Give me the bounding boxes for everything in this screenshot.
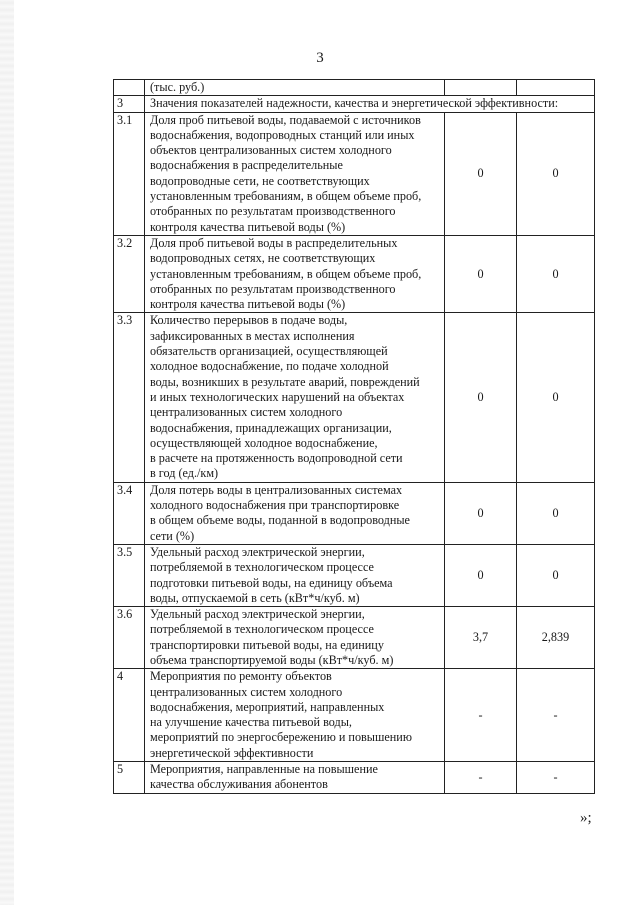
value-cell-year-2: 0 bbox=[517, 313, 595, 482]
indicator-text-line: холодное водоснабжение, по подаче холодной bbox=[150, 359, 389, 374]
indicator-text-line: Доля проб питьевой воды, подаваемой с источников bbox=[150, 112, 421, 127]
indicator-text-line: контроля качества питьевой воды (%) bbox=[150, 297, 346, 312]
row-number-cell: 5 bbox=[114, 762, 145, 794]
indicator-text-line: водоснабжения, принадлежащих организации, bbox=[150, 420, 392, 435]
table-row bbox=[114, 669, 595, 762]
indicator-text-line: обязательств организацией, осуществляющей bbox=[150, 344, 388, 359]
indicator-text-line: качества обслуживания абонентов bbox=[150, 777, 328, 792]
table-row bbox=[114, 544, 595, 606]
table-row bbox=[114, 112, 595, 235]
indicator-text-line: зафиксированных в местах исполнения bbox=[150, 328, 355, 343]
row-number-cell: 3 bbox=[114, 96, 145, 112]
value-cell-year-2: 0 bbox=[517, 482, 595, 544]
value-cell-year-2: 0 bbox=[517, 235, 595, 312]
page-number: 3 bbox=[316, 50, 324, 66]
indicator-text-line: водопроводных сетях, не соответствующих bbox=[150, 251, 376, 266]
indicator-text-line: потребляемой в технологическом процессе bbox=[150, 560, 374, 575]
indicator-text-line: в год (ед./км) bbox=[150, 466, 219, 481]
indicator-text-line: сети (%) bbox=[150, 528, 195, 543]
value-cell-year-2: 2,839 bbox=[517, 607, 595, 669]
indicator-text-line: транспортировки питьевой воды, на единицу bbox=[150, 637, 384, 652]
indicator-text-line: централизованных систем холодного bbox=[150, 684, 343, 699]
indicator-text-line: на улучшение качества питьевой воды, bbox=[150, 715, 352, 730]
table-row bbox=[114, 235, 595, 312]
indicators-table bbox=[113, 79, 595, 794]
table-row bbox=[114, 482, 595, 544]
indicator-text-line: установленным требованиям, в общем объеме проб, bbox=[150, 189, 422, 204]
row-number-cell: 3.3 bbox=[114, 313, 145, 482]
indicator-text-line: и иных технологических нарушений на объектах bbox=[150, 389, 405, 404]
value-cell-year-2: 0 bbox=[517, 112, 595, 235]
indicator-name-cell bbox=[145, 80, 445, 96]
indicator-text-line: в расчете на протяженность водопроводной сети bbox=[150, 451, 403, 466]
value-cell-year-1: - bbox=[445, 762, 517, 794]
indicator-text-line: Количество перерывов в подаче воды, bbox=[150, 313, 348, 328]
indicator-text-line: воды, отпускаемой в сеть (кВт*ч/куб. м) bbox=[150, 590, 360, 605]
table-row bbox=[114, 313, 595, 482]
indicator-name-cell bbox=[145, 607, 445, 669]
value-cell-year-2 bbox=[517, 80, 595, 96]
indicators-table-body bbox=[114, 80, 595, 794]
indicator-text-line: осуществляющей холодное водоснабжение, bbox=[150, 435, 378, 450]
indicator-text-line: контроля качества питьевой воды (%) bbox=[150, 219, 346, 234]
value-cell-year-1 bbox=[445, 80, 517, 96]
indicator-text-line: Мероприятия по ремонту объектов bbox=[150, 669, 332, 684]
indicator-name-cell bbox=[145, 96, 595, 112]
indicator-text-line: водоснабжения, водопроводных станций или иных bbox=[150, 127, 415, 142]
indicator-text-line: водоснабжения, мероприятий, направленных bbox=[150, 699, 385, 714]
indicator-text-line: водоснабжения в распределительные bbox=[150, 158, 343, 173]
table-row bbox=[114, 96, 595, 112]
row-number-cell: 3.5 bbox=[114, 544, 145, 606]
indicator-text-line: Удельный расход электрической энергии, bbox=[150, 607, 365, 622]
indicator-name-cell bbox=[145, 482, 445, 544]
indicator-text-line: мероприятий по энергосбережению и повышению bbox=[150, 730, 412, 745]
indicator-text-line: водопроводные сети, не соответствующих bbox=[150, 173, 370, 188]
indicator-text-line: воды, возникших в результате аварий, повреждений bbox=[150, 374, 420, 389]
row-number-cell bbox=[114, 80, 145, 96]
indicator-name-cell bbox=[145, 313, 445, 482]
scan-edge-shadow bbox=[0, 0, 14, 905]
indicator-text-line: энергетической эффективности bbox=[150, 745, 314, 760]
indicator-name-cell bbox=[145, 544, 445, 606]
indicator-text-line: в общем объеме воды, поданной в водопроводные bbox=[150, 513, 410, 528]
indicator-text-line: объема транспортируемой воды (кВт*ч/куб. м) bbox=[150, 652, 394, 667]
indicator-text-line: Удельный расход электрической энергии, bbox=[150, 544, 365, 559]
indicator-text-line: Значения показателей надежности, качества и энергетической эффективности: bbox=[150, 96, 559, 111]
indicator-text-line: Доля потерь воды в централизованных системах bbox=[150, 482, 403, 497]
value-cell-year-1: 0 bbox=[445, 235, 517, 312]
value-cell-year-1: - bbox=[445, 669, 517, 762]
indicator-text-line: централизованных систем холодного bbox=[150, 405, 343, 420]
indicator-text-line: отобранных по результатам производственного bbox=[150, 204, 396, 219]
indicator-text-line: холодного водоснабжения при транспортировке bbox=[150, 498, 400, 513]
indicator-text-line: (тыс. руб.) bbox=[150, 80, 205, 94]
indicator-text-line: установленным требованиям, в общем объеме проб, bbox=[150, 266, 422, 281]
indicator-text-line: отобранных по результатам производственного bbox=[150, 281, 396, 296]
value-cell-year-1: 3,7 bbox=[445, 607, 517, 669]
indicator-name-cell bbox=[145, 112, 445, 235]
indicator-text-line: подготовки питьевой воды, на единицу объема bbox=[150, 575, 393, 590]
table-row bbox=[114, 80, 595, 96]
value-cell-year-1: 0 bbox=[445, 544, 517, 606]
indicator-name-cell bbox=[145, 762, 445, 794]
value-cell-year-1: 0 bbox=[445, 482, 517, 544]
indicator-text-line: Доля проб питьевой воды в распределительных bbox=[150, 235, 398, 250]
table-row bbox=[114, 607, 595, 669]
indicator-name-cell bbox=[145, 235, 445, 312]
table-row bbox=[114, 762, 595, 794]
value-cell-year-2: - bbox=[517, 762, 595, 794]
indicator-text-line: Мероприятия, направленные на повышение bbox=[150, 762, 378, 777]
value-cell-year-2: 0 bbox=[517, 544, 595, 606]
row-number-cell: 3.4 bbox=[114, 482, 145, 544]
value-cell-year-2: - bbox=[517, 669, 595, 762]
row-number-cell: 4 bbox=[114, 669, 145, 762]
row-number-cell: 3.2 bbox=[114, 235, 145, 312]
indicator-text-line: объектов централизованных систем холодного bbox=[150, 143, 392, 158]
row-number-cell: 3.1 bbox=[114, 112, 145, 235]
indicator-text-line: потребляемой в технологическом процессе bbox=[150, 622, 374, 637]
row-number-cell: 3.6 bbox=[114, 607, 145, 669]
indicator-name-cell bbox=[145, 669, 445, 762]
value-cell-year-1: 0 bbox=[445, 112, 517, 235]
value-cell-year-1: 0 bbox=[445, 313, 517, 482]
closing-quote-mark: »; bbox=[580, 810, 592, 826]
